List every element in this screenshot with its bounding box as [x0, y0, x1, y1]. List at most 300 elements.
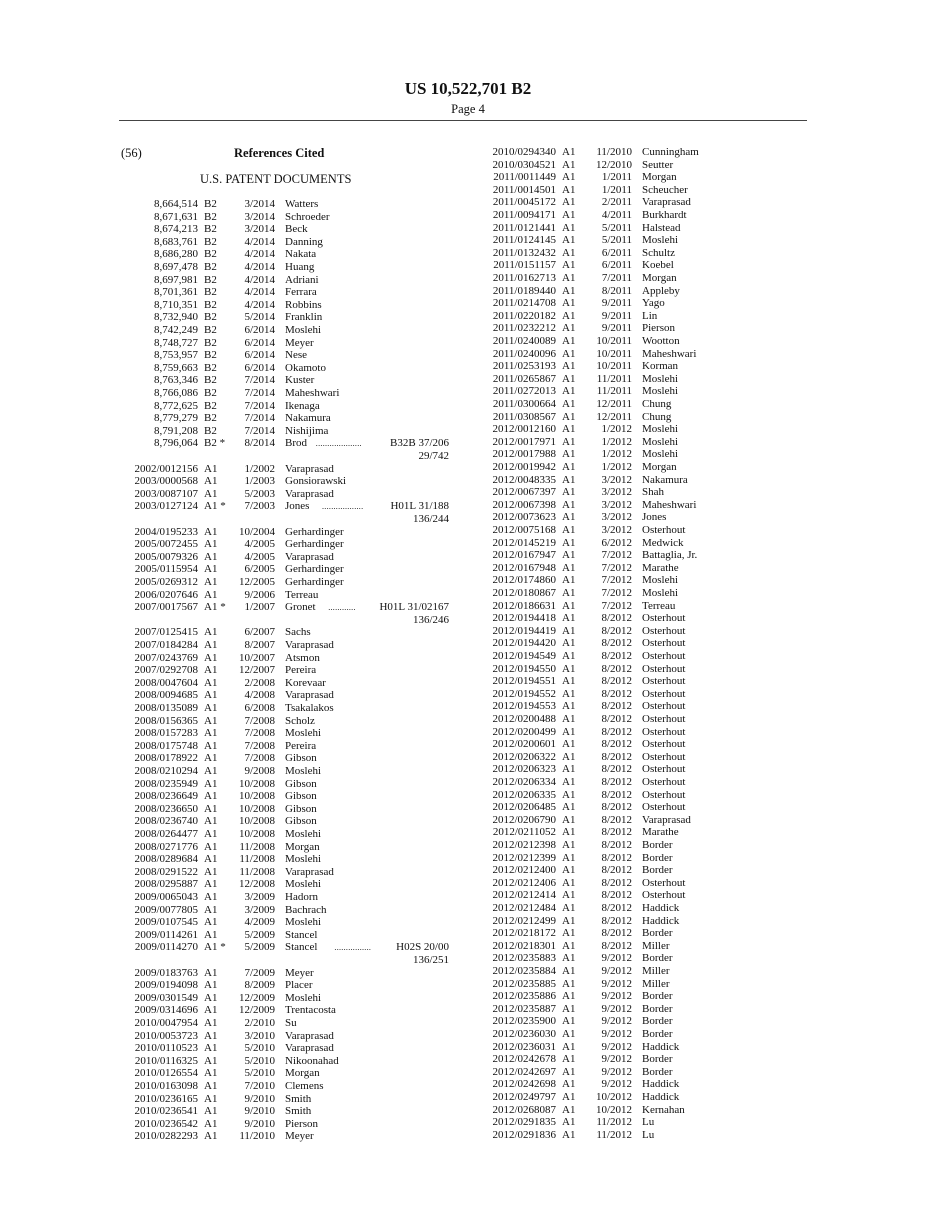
reference-inventor: Border [642, 1015, 673, 1028]
reference-inventor: Miller [642, 939, 670, 952]
reference-number: 2009/0114261 [134, 928, 198, 941]
reference-date: 4/2014 [244, 248, 275, 261]
reference-date: 5/2011 [601, 221, 632, 234]
reference-inventor: Osterhout [642, 713, 686, 725]
reference-inventor: Gronet [285, 601, 316, 614]
reference-date: 7/2008 [244, 752, 275, 765]
reference-kind: A1 [562, 662, 576, 675]
reference-date: 9/2012 [601, 952, 632, 965]
reference-kind: A1 [562, 574, 576, 587]
reference-kind: A1 [562, 524, 576, 536]
reference-date: 9/2012 [601, 1078, 632, 1091]
reference-kind: A1 [562, 763, 576, 776]
reference-number: 2011/0240089 [492, 335, 556, 347]
reference-inventor: Morgan [285, 1067, 320, 1080]
reference-date: 1/2007 [244, 601, 275, 614]
reference-date: 9/2012 [601, 990, 632, 1003]
reference-date: 12/2011 [596, 410, 632, 423]
reference-classification-continued: 136/251 [412, 954, 449, 966]
reference-kind: A1 [562, 183, 576, 196]
reference-date: 8/2012 [601, 750, 632, 763]
reference-inventor: Border [642, 990, 673, 1003]
reference-kind: A1 * [204, 601, 226, 614]
reference-number: 2012/0194552 [492, 687, 556, 700]
reference-date: 8/2012 [601, 738, 632, 751]
reference-number: 2011/0253193 [492, 360, 556, 373]
reference-inventor: Lin [642, 309, 658, 322]
reference-kind: B2 [204, 324, 217, 336]
reference-date: 8/2009 [244, 979, 275, 992]
reference-number: 2012/0075168 [492, 524, 556, 536]
reference-row [0, 864, 936, 877]
reference-inventor: Moslehi [642, 574, 679, 587]
reference-number: 2008/0157283 [134, 727, 198, 740]
reference-kind: A1 [562, 410, 576, 423]
reference-date: 8/2012 [601, 902, 632, 914]
reference-number: 2008/0210294 [134, 765, 198, 777]
reference-kind: A1 [562, 738, 576, 751]
reference-row [0, 965, 936, 978]
reference-date: 7/2014 [244, 374, 275, 387]
reference-number: 2012/0073623 [492, 511, 556, 524]
reference-number: 2012/0206335 [492, 788, 556, 801]
reference-inventor: Wootton [642, 335, 680, 347]
reference-number: 2011/0124145 [492, 234, 556, 247]
reference-date: 8/2012 [601, 662, 632, 675]
reference-kind: B2 [204, 210, 217, 223]
reference-date: 10/2008 [238, 790, 275, 803]
reference-date: 8/2012 [601, 851, 632, 864]
reference-row [0, 1104, 936, 1117]
reference-date: 6/2012 [601, 536, 632, 549]
reference-inventor: Terreau [285, 588, 319, 601]
reference-kind: A1 [562, 297, 576, 310]
reference-number: 2009/0194098 [134, 979, 198, 992]
reference-date: 6/2011 [601, 246, 632, 259]
reference-number: 2011/0232212 [492, 322, 556, 335]
reference-row [0, 297, 936, 310]
reference-row [0, 637, 936, 650]
reference-classification: H01L 31/02167 [379, 601, 449, 614]
reference-number: 2012/0167948 [492, 561, 556, 574]
reference-inventor: Morgan [642, 171, 677, 184]
reference-date: 9/2010 [244, 1092, 275, 1105]
reference-inventor: Bachrach [285, 903, 327, 916]
reference-kind: A1 [562, 284, 576, 297]
reference-kind: A1 [562, 234, 576, 247]
reference-row [0, 209, 936, 222]
reference-row [0, 839, 936, 852]
reference-number: 2012/0186631 [492, 599, 556, 612]
reference-classification-continued: 136/246 [412, 613, 449, 626]
reference-number: 2012/0235885 [492, 977, 556, 990]
reference-inventor: Battaglia, Jr. [642, 549, 698, 562]
reference-row [0, 537, 936, 550]
reference-date: 4/2014 [244, 273, 275, 286]
reference-date: 5/2009 [244, 941, 275, 954]
reference-kind: A1 [562, 196, 576, 209]
reference-number: 2012/0194420 [492, 637, 556, 650]
reference-kind: B2 [204, 387, 217, 399]
reference-inventor: Stancel [285, 941, 318, 954]
reference-number: 2011/0045172 [492, 196, 556, 209]
reference-kind: A1 [562, 725, 576, 738]
reference-date: 10/2007 [238, 651, 275, 664]
reference-inventor: Maheshwari [642, 347, 697, 360]
reference-date: 8/2012 [601, 650, 632, 662]
reference-date: 12/2011 [596, 398, 632, 410]
reference-inventor: Gerhardinger [285, 563, 344, 576]
reference-inventor: Osterhout [642, 637, 686, 650]
reference-date: 8/2012 [601, 637, 632, 650]
reference-date: 11/2008 [239, 853, 275, 866]
reference-inventor: Korevaar [285, 676, 326, 689]
reference-kind: A1 [562, 1065, 576, 1078]
reference-kind: A1 [204, 676, 218, 689]
reference-row [0, 763, 936, 776]
reference-number: 8,759,663 [154, 361, 198, 374]
reference-number: 2012/0200601 [492, 738, 556, 751]
reference-kind: A1 [204, 878, 218, 891]
reference-inventor: Korman [642, 360, 679, 373]
reference-inventor: Maheshwari [285, 387, 340, 399]
reference-kind: A1 [562, 473, 576, 486]
reference-row [0, 499, 936, 512]
reference-inventor: Varaprasad [285, 550, 334, 563]
reference-date: 8/2012 [601, 927, 632, 940]
reference-number: 2008/0236740 [134, 815, 198, 828]
reference-kind: A1 [562, 1103, 576, 1116]
reference-number: 2012/0145219 [492, 536, 556, 549]
reference-kind: A1 [562, 839, 576, 851]
reference-date: 11/2008 [239, 865, 275, 878]
reference-row [0, 511, 936, 524]
reference-kind: A1 [204, 1004, 218, 1017]
reference-date: 5/2009 [244, 928, 275, 941]
reference-inventor: Terreau [642, 599, 676, 612]
reference-inventor: Border [642, 952, 673, 965]
reference-number: 2008/0235949 [134, 777, 198, 790]
reference-inventor: Moslehi [642, 234, 679, 247]
reference-inventor: Morgan [642, 461, 677, 473]
reference-number: 2012/0174860 [492, 574, 556, 587]
reference-date: 8/2012 [601, 876, 632, 889]
reference-kind: A1 [562, 272, 576, 284]
reference-kind: A1 [204, 714, 218, 727]
reference-kind: A1 [562, 498, 576, 511]
reference-number: 2007/0292708 [134, 664, 198, 677]
reference-date: 5/2011 [601, 234, 632, 247]
reference-kind: A1 [562, 1002, 576, 1015]
reference-date: 8/2007 [244, 639, 275, 651]
reference-inventor: Osterhout [642, 700, 686, 713]
reference-date: 7/2011 [601, 272, 632, 284]
reference-date: 5/2010 [244, 1042, 275, 1055]
reference-date: 7/2008 [244, 727, 275, 740]
reference-number: 8,732,940 [154, 311, 198, 324]
reference-kind: A1 [562, 549, 576, 562]
reference-row [0, 562, 936, 575]
reference-kind: A1 [562, 335, 576, 347]
reference-row [0, 146, 936, 159]
reference-inventor: Border [642, 1028, 673, 1040]
reference-date: 1/2012 [601, 461, 632, 473]
reference-kind: A1 [204, 991, 218, 1004]
reference-date: 6/2014 [244, 336, 275, 349]
reference-inventor: Osterhout [642, 725, 686, 738]
reference-date: 10/2011 [596, 347, 632, 360]
reference-inventor: Schroeder [285, 210, 330, 223]
reference-number: 8,697,478 [154, 261, 198, 273]
section-title: References Cited [234, 146, 325, 160]
reference-number: 2005/0269312 [134, 576, 198, 588]
reference-row [0, 461, 936, 474]
reference-inventor: Okamoto [285, 361, 326, 374]
reference-kind: A1 [204, 790, 218, 803]
reference-row [0, 423, 936, 436]
reference-row [0, 411, 936, 424]
reference-number: 2012/0019942 [492, 461, 556, 473]
reference-date: 8/2012 [601, 700, 632, 713]
reference-inventor: Danning [285, 235, 323, 248]
reference-kind: A1 [204, 462, 218, 475]
reference-date: 3/2009 [244, 903, 275, 916]
reference-row [0, 184, 936, 197]
reference-date: 7/2012 [601, 599, 632, 612]
reference-number: 8,748,727 [154, 336, 198, 349]
reference-kind: B2 [204, 349, 217, 362]
reference-number: 2012/0206790 [492, 813, 556, 826]
reference-inventor: Kuster [285, 374, 315, 387]
section-subtitle: U.S. PATENT DOCUMENTS [200, 172, 352, 186]
reference-classification: B32B 37/206 [390, 437, 449, 450]
reference-row [0, 902, 936, 915]
reference-kind: A1 [562, 750, 576, 763]
reference-date: 8/2012 [601, 612, 632, 625]
reference-number: 8,791,208 [154, 424, 198, 437]
reference-inventor: Osterhout [642, 662, 686, 675]
reference-row [0, 259, 936, 272]
reference-number: 2012/0249797 [492, 1091, 556, 1103]
reference-number: 2010/0163098 [134, 1080, 198, 1092]
reference-number: 2007/0017567 [134, 601, 198, 614]
reference-inventor: Border [642, 1065, 673, 1078]
reference-row [0, 159, 936, 172]
reference-number: 8,683,761 [154, 235, 198, 248]
reference-kind: A1 [204, 865, 218, 878]
reference-number: 2008/0236649 [134, 790, 198, 803]
reference-inventor: Gibson [285, 815, 317, 828]
reference-inventor: Pierson [285, 1117, 318, 1130]
reference-number: 2012/0048335 [492, 473, 556, 486]
reference-number: 2012/0200488 [492, 713, 556, 725]
reference-kind: B2 [204, 361, 217, 374]
reference-kind: A1 [204, 1042, 218, 1055]
reference-date: 7/2008 [244, 739, 275, 752]
reference-date: 8/2011 [601, 284, 632, 297]
reference-inventor: Watters [285, 198, 319, 210]
reference-inventor: Haddick [642, 1078, 680, 1091]
reference-row [0, 663, 936, 676]
reference-kind: A1 [204, 702, 218, 714]
reference-inventor: Schultz [642, 246, 675, 259]
reference-date: 8/2014 [244, 437, 275, 450]
reference-inventor: Nakamura [642, 473, 688, 486]
reference-date: 8/2012 [601, 813, 632, 826]
reference-date: 8/2012 [601, 725, 632, 738]
reference-date: 4/2014 [244, 286, 275, 299]
reference-date: 4/2005 [244, 550, 275, 563]
reference-inventor: Nishijima [285, 424, 329, 437]
reference-kind: A1 [562, 599, 576, 612]
reference-inventor: Haddick [642, 902, 680, 914]
reference-row [0, 738, 936, 751]
reference-number: 2005/0079326 [134, 550, 198, 563]
reference-inventor: Adriani [285, 273, 319, 286]
reference-date: 10/2011 [596, 360, 632, 373]
reference-inventor: Brod [285, 437, 307, 450]
reference-number: 2012/0067398 [492, 498, 556, 511]
reference-inventor: Meyer [285, 966, 314, 979]
reference-kind: A1 [562, 1053, 576, 1066]
reference-kind: A1 [562, 435, 576, 448]
reference-date: 1/2012 [601, 423, 632, 436]
reference-inventor: Moslehi [642, 448, 679, 461]
reference-date: 7/2003 [244, 500, 275, 513]
reference-date: 6/2014 [244, 349, 275, 362]
reference-number: 8,686,280 [154, 248, 198, 261]
reference-kind: B2 [204, 286, 217, 299]
reference-number: 2012/0242698 [492, 1078, 556, 1091]
reference-inventor: Seutter [642, 158, 674, 171]
reference-number: 2009/0107545 [134, 916, 198, 929]
reference-number: 8,701,361 [154, 286, 198, 299]
reference-inventor: Huang [285, 261, 315, 273]
reference-row [0, 385, 936, 398]
reference-number: 2008/0047604 [134, 676, 198, 689]
reference-inventor: Osterhout [642, 675, 686, 688]
reference-number: 2012/0236031 [492, 1040, 556, 1053]
reference-date: 6/2014 [244, 324, 275, 336]
reference-number: 2009/0301549 [134, 991, 198, 1004]
reference-date: 1/2011 [601, 183, 632, 196]
reference-kind: A1 [204, 853, 218, 866]
reference-inventor: Chung [642, 398, 672, 410]
reference-inventor: Moslehi [642, 587, 679, 599]
reference-date: 9/2006 [244, 588, 275, 601]
reference-row [0, 1003, 936, 1016]
reference-date: 1/2002 [244, 462, 275, 475]
reference-date: 2/2010 [244, 1017, 275, 1029]
reference-kind: A1 [562, 587, 576, 599]
reference-date: 8/2012 [601, 776, 632, 788]
reference-kind: A1 [562, 1040, 576, 1053]
reference-number: 8,671,631 [154, 210, 198, 223]
reference-row [0, 801, 936, 814]
reference-row [0, 625, 936, 638]
reference-kind: A1 [204, 639, 218, 651]
reference-inventor: Marathe [642, 826, 679, 839]
reference-row [0, 700, 936, 713]
reference-kind: B2 [204, 248, 217, 261]
reference-kind: A1 [562, 398, 576, 410]
reference-inventor: Moslehi [285, 828, 322, 840]
reference-kind: A1 [204, 765, 218, 777]
reference-row [0, 826, 936, 839]
reference-row [0, 1053, 936, 1066]
reference-date: 7/2010 [244, 1080, 275, 1092]
reference-kind: A1 [562, 347, 576, 360]
reference-number: 2011/0094171 [492, 209, 556, 221]
reference-date: 11/2010 [596, 146, 632, 158]
reference-number: 2011/0240096 [492, 347, 556, 360]
reference-row [0, 285, 936, 298]
reference-inventor: Osterhout [642, 776, 686, 788]
reference-date: 6/2007 [244, 626, 275, 639]
reference-inventor: Moslehi [642, 423, 679, 436]
reference-number: 2009/0183763 [134, 966, 198, 979]
reference-inventor: Marathe [642, 561, 679, 574]
reference-number: 2012/0212499 [492, 914, 556, 927]
reference-date: 3/2010 [244, 1029, 275, 1042]
reference-row [0, 436, 936, 449]
reference-date: 4/2011 [601, 209, 632, 221]
reference-date: 8/2012 [601, 826, 632, 839]
reference-date: 9/2011 [601, 309, 632, 322]
reference-inventor: Miller [642, 965, 670, 977]
reference-number: 2011/0189440 [492, 284, 556, 297]
reference-number: 2012/0218172 [492, 927, 556, 940]
reference-number: 2011/0308567 [492, 410, 556, 423]
reference-kind: A1 [562, 171, 576, 184]
reference-date: 1/2011 [601, 171, 632, 184]
reference-inventor: Osterhout [642, 650, 686, 662]
reference-number: 2005/0115954 [134, 563, 198, 576]
reference-row [0, 751, 936, 764]
reference-inventor: Pereira [285, 664, 317, 677]
reference-date: 8/2012 [601, 914, 632, 927]
reference-inventor: Lu [642, 1128, 655, 1141]
reference-number: 2009/0077805 [134, 903, 198, 916]
reference-kind: A1 [562, 486, 576, 499]
reference-inventor: Haddick [642, 1091, 680, 1103]
reference-date: 7/2014 [244, 412, 275, 425]
reference-number: 2012/0194550 [492, 662, 556, 675]
reference-kind: A1 [562, 927, 576, 940]
reference-date: 4/2014 [244, 235, 275, 248]
reference-kind: A1 [204, 752, 218, 765]
reference-date: 11/2010 [239, 1130, 275, 1143]
reference-row [0, 322, 936, 335]
reference-inventor: Koebel [642, 259, 674, 272]
reference-kind: A1 [562, 914, 576, 927]
reference-date: 12/2009 [238, 991, 275, 1004]
reference-inventor: Maheshwari [642, 498, 697, 511]
reference-row [0, 688, 936, 701]
reference-kind: A1 [562, 788, 576, 801]
reference-date: 7/2008 [244, 714, 275, 727]
reference-kind: B2 [204, 399, 217, 412]
reference-row [0, 247, 936, 260]
reference-date: 4/2014 [244, 298, 275, 311]
leader-dots: .................... [315, 439, 362, 449]
reference-date: 8/2012 [601, 763, 632, 776]
reference-number: 2008/0289684 [134, 853, 198, 866]
reference-kind: A1 [204, 727, 218, 740]
reference-row [0, 234, 936, 247]
reference-number: 2012/0235886 [492, 990, 556, 1003]
reference-inventor: Appleby [642, 284, 680, 297]
